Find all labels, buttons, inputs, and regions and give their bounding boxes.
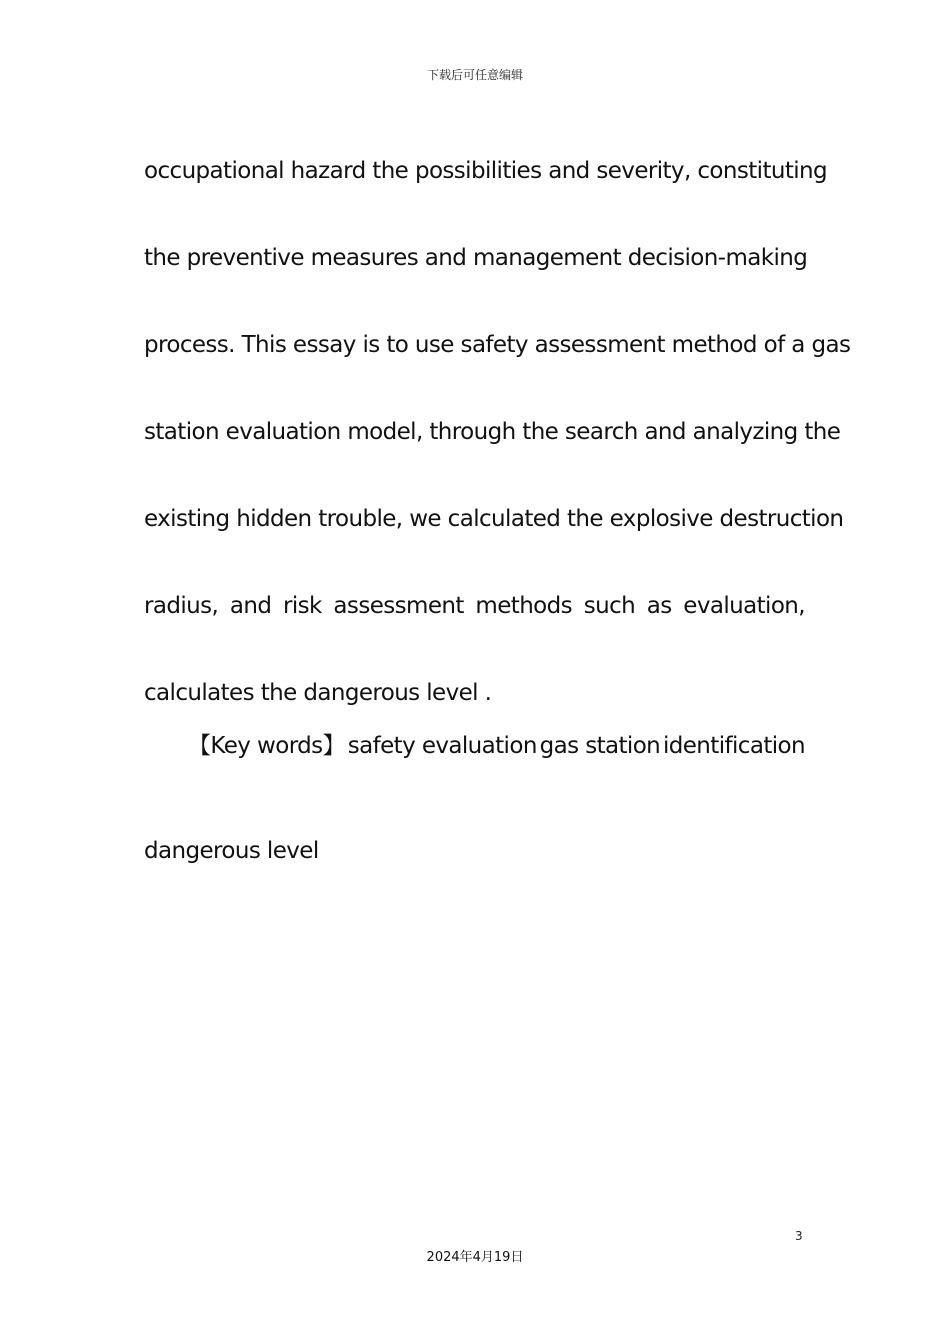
keyword-item: dangerous level (144, 838, 319, 864)
abstract-line: calculates the dangerous level . (144, 680, 492, 706)
abstract-line: process. This essay is to use safety assessment method of a gas (144, 332, 851, 358)
abstract-line: existing hidden trouble, we calculated the explosive destruction (144, 506, 844, 532)
keywords-line (144, 721, 805, 771)
header-note: 下载后可任意编辑 (426, 68, 523, 82)
keywords-label: 【Key words】 (188, 733, 345, 759)
footer-date: 2024年4月19日 (426, 1250, 524, 1265)
abstract-paragraph (144, 128, 851, 737)
keyword-item: gas station (539, 733, 661, 759)
abstract-line: occupational hazard the possibilities and severity, constituting (144, 158, 828, 184)
abstract-line: radius, and risk assessment methods such as evaluation, (144, 593, 805, 619)
abstract-line: the preventive measures and management decision-making (144, 245, 808, 271)
keywords-section (144, 721, 805, 871)
keyword-item: safety evaluation (347, 733, 537, 759)
keyword-item: identification (662, 733, 805, 759)
abstract-line: station evaluation model, through the search and analyzing the (144, 419, 841, 445)
page-number: 3 (795, 1229, 803, 1243)
